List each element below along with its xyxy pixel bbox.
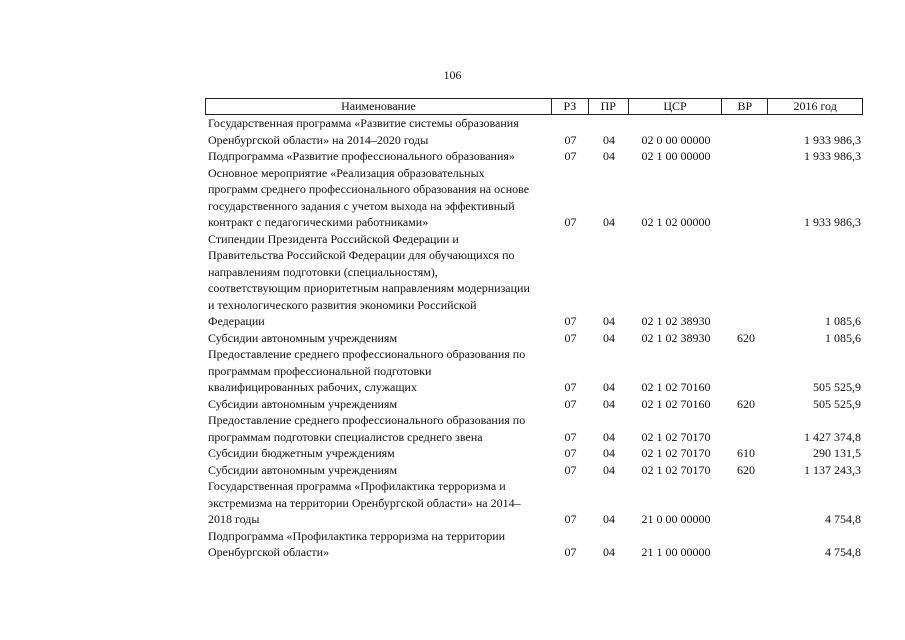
row-rz: 07	[564, 462, 577, 477]
row-name-line: Субсидии автономным учреждениям	[208, 396, 398, 411]
table-row	[205, 396, 863, 413]
row-name-line: направлениям подготовки (специальностям),	[208, 264, 438, 279]
row-sum: 1 427 374,8	[804, 429, 861, 444]
row-name	[205, 478, 552, 528]
row-vr: 620	[737, 462, 755, 477]
row-pr: 04	[603, 512, 615, 526]
row-sum: 1 933 986,3	[804, 215, 861, 229]
table-row	[205, 148, 863, 165]
row-name	[205, 445, 552, 462]
table-body	[205, 115, 863, 561]
row-name-line: Государственная программа «Профилактика терроризма и	[208, 479, 506, 493]
row-name-line: и технологического развития экономики Российской	[208, 297, 477, 312]
row-name-line: Правительства Российской Федерации для обучающихся по	[208, 248, 515, 262]
row-pr: 04	[603, 330, 615, 345]
row-name	[205, 231, 552, 330]
row-rz: 07	[564, 149, 577, 163]
row-csr: 02 1 02 38930	[641, 314, 711, 328]
row-csr: 21 0 00 00000	[641, 512, 711, 526]
row-name	[205, 165, 552, 231]
row-csr: 02 1 02 70170	[641, 429, 711, 444]
row-sum: 1 933 986,3	[804, 149, 861, 163]
row-name-line: Субсидии бюджетным учреждениям	[208, 446, 395, 460]
row-name-line: Предоставление среднего профессионального образования по	[208, 413, 526, 427]
row-name-line: программ среднего профессионального образования на основе	[208, 182, 530, 196]
row-name	[205, 330, 552, 347]
header-csr: ЦСР	[629, 99, 723, 114]
row-csr: 02 0 00 00000	[641, 132, 711, 147]
row-pr: 04	[603, 545, 615, 559]
row-csr: 02 1 02 00000	[641, 215, 711, 229]
page-number: 106	[443, 68, 462, 82]
header-name: Наименование	[206, 99, 552, 114]
row-csr: 02 1 02 38930	[641, 330, 711, 345]
row-sum: 505 525,9	[813, 380, 861, 394]
row-name	[205, 396, 552, 413]
row-name-line: Основное мероприятие «Реализация образовательных	[208, 165, 485, 180]
row-pr: 04	[603, 396, 615, 411]
row-name-line: программам профессиональной подготовки	[208, 363, 432, 378]
row-sum: 1 085,6	[825, 314, 861, 328]
row-name-line: программам подготовки специалистов среднего звена	[208, 429, 483, 444]
row-pr: 04	[603, 314, 615, 328]
row-rz: 07	[564, 512, 577, 526]
row-pr: 04	[603, 462, 615, 477]
table-row	[205, 462, 863, 479]
table-row	[205, 346, 863, 396]
row-rz: 07	[564, 330, 577, 345]
row-vr: 620	[737, 330, 755, 345]
table-row	[205, 231, 863, 330]
row-csr: 02 1 02 70160	[641, 380, 711, 394]
table-row	[205, 445, 863, 462]
row-name-line: Субсидии автономным учреждениям	[208, 462, 398, 477]
row-name-line: соответствующим приоритетным направлениям модернизации	[208, 281, 530, 295]
header-year: 2016 год	[793, 99, 837, 113]
row-csr: 02 1 02 70170	[641, 446, 711, 460]
table-row	[205, 478, 863, 528]
row-name-line: Государственная программа «Развитие системы образования	[208, 116, 519, 130]
row-name-line: Подпрограмма «Развитие профессионального образования»	[208, 149, 515, 163]
row-rz: 07	[564, 429, 577, 444]
row-sum: 1 933 986,3	[804, 132, 861, 147]
table-row	[205, 115, 863, 148]
row-name-line: Предоставление среднего профессионального образования по	[208, 347, 526, 361]
table-row	[205, 412, 863, 445]
row-vr: 620	[737, 396, 755, 411]
row-csr: 21 1 00 00000	[641, 545, 711, 559]
row-rz: 07	[564, 545, 577, 559]
row-rz: 07	[564, 132, 577, 147]
row-name	[205, 462, 552, 479]
row-rz: 07	[564, 380, 577, 394]
row-pr: 04	[603, 149, 615, 163]
row-name-line: Стипендии Президента Российской Федерации и	[208, 231, 459, 246]
row-name-line: Федерации	[208, 314, 265, 328]
row-csr: 02 1 00 00000	[641, 149, 711, 163]
row-pr: 04	[603, 380, 615, 394]
row-pr: 04	[603, 215, 615, 229]
row-rz: 07	[564, 314, 577, 328]
table-row	[205, 528, 863, 561]
row-name-line: 2018 годы	[208, 512, 260, 526]
row-vr: 610	[737, 446, 755, 460]
row-name	[205, 346, 552, 396]
row-sum: 4 754,8	[825, 545, 861, 559]
row-name-line: Подпрограмма «Профилактика терроризма на территории	[208, 528, 506, 543]
table-header	[205, 98, 863, 115]
row-sum: 1 137 243,3	[804, 462, 861, 477]
row-name	[205, 412, 552, 445]
row-name-line: экстремизма на территории Оренбургской области» на 2014–	[208, 495, 521, 510]
header-pr: ПР	[589, 99, 629, 114]
row-sum: 290 131,5	[813, 446, 861, 460]
row-name	[205, 528, 552, 561]
row-sum: 505 525,9	[813, 396, 861, 411]
row-csr: 02 1 02 70160	[641, 396, 711, 411]
header-rz: РЗ	[552, 99, 589, 114]
row-rz: 07	[564, 396, 577, 411]
row-csr: 02 1 02 70170	[641, 462, 711, 477]
row-name-line: контракт с педагогическими работниками»	[208, 215, 429, 229]
row-pr: 04	[603, 132, 615, 147]
row-pr: 04	[603, 446, 615, 460]
row-rz: 07	[564, 446, 577, 460]
row-name-line: Оренбургской области»	[208, 545, 330, 559]
budget-table	[205, 98, 863, 561]
row-name-line: Оренбургской области» на 2014–2020 годы	[208, 132, 429, 147]
row-sum: 1 085,6	[825, 330, 861, 345]
row-name	[205, 148, 552, 165]
row-rz: 07	[564, 215, 577, 229]
row-name-line: государственного задания с учетом выхода на эффективный	[208, 198, 515, 213]
header-vr: ВР	[722, 99, 768, 114]
table-row	[205, 165, 863, 231]
row-name-line: Субсидии автономным учреждениям	[208, 330, 398, 345]
row-name	[205, 115, 552, 148]
row-name-line: квалифицированных рабочих, служащих	[208, 380, 417, 394]
table-row	[205, 330, 863, 347]
row-sum: 4 754,8	[825, 512, 861, 526]
row-pr: 04	[603, 429, 615, 444]
